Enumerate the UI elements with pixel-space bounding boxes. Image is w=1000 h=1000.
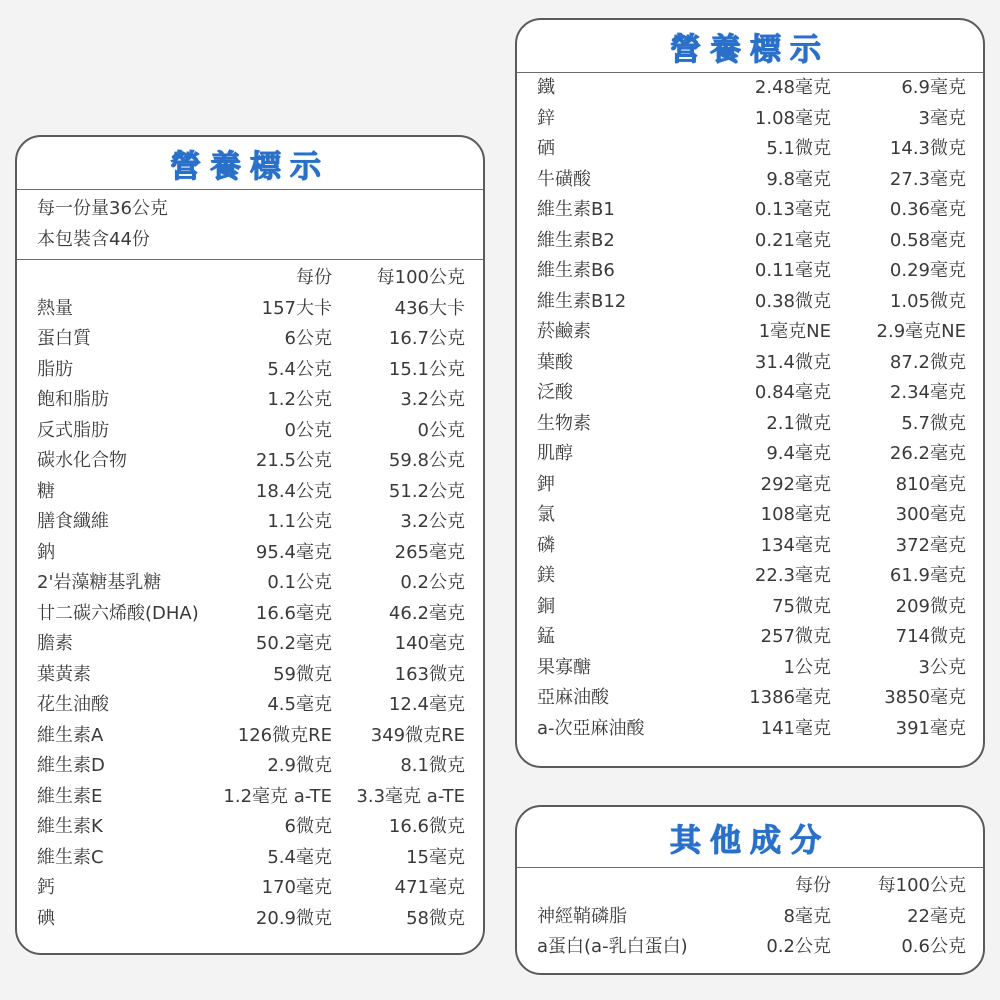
per-serving-value: 21.5公克 xyxy=(255,450,332,471)
nutrient-name: a蛋白(a-乳白蛋白) xyxy=(537,936,688,957)
nutrient-name: 泛酸 xyxy=(537,382,573,403)
per-serving-value: 2.1微克 xyxy=(766,412,831,434)
serving-size-row xyxy=(17,194,483,225)
nutrient-name: 葉黃素 xyxy=(37,663,91,685)
nutrient-name: 糖 xyxy=(37,480,55,502)
per-100g-value: 471毫克 xyxy=(394,877,465,898)
per-serving-value: 257微克 xyxy=(760,626,831,647)
table-row xyxy=(517,287,983,318)
per-serving-value: 134毫克 xyxy=(760,534,831,556)
per-100g-value: 16.6微克 xyxy=(388,816,465,837)
serving-info xyxy=(17,190,483,260)
table-row xyxy=(17,629,483,660)
per-100g-value: 391毫克 xyxy=(895,717,966,739)
per-serving-value: 1公克 xyxy=(783,656,831,678)
per-serving-value: 50.2毫克 xyxy=(255,633,332,654)
per-serving-value: 1.08毫克 xyxy=(754,107,831,129)
per-serving-value: 1.1公克 xyxy=(267,511,332,532)
per-100g-value: 27.3毫克 xyxy=(889,168,966,190)
table-row xyxy=(517,561,983,592)
per-serving-value: 0.84毫克 xyxy=(754,382,831,403)
nutrient-name: 鐵 xyxy=(537,77,555,98)
nutrition-facts-panel-right xyxy=(515,18,985,768)
table-row xyxy=(517,104,983,135)
nutrient-name: 肌醇 xyxy=(537,443,573,464)
nutrient-name: 花生油酸 xyxy=(37,694,109,715)
per-100g-value: 8.1微克 xyxy=(400,755,465,776)
nutrient-name: 飽和脂肪 xyxy=(37,389,109,410)
per-100g-value: 46.2毫克 xyxy=(388,602,465,624)
table-row xyxy=(17,294,483,325)
per-serving-value: 0.38微克 xyxy=(754,290,831,312)
table-row xyxy=(517,134,983,165)
nutrient-name: 硒 xyxy=(537,138,555,159)
per-100g-value: 349微克RE xyxy=(370,724,465,746)
nutrient-name: 維生素B1 xyxy=(537,199,615,220)
panel-title: 營養標示 xyxy=(517,20,983,73)
table-row xyxy=(517,195,983,226)
per-serving-value: 18.4公克 xyxy=(255,480,332,502)
per-100g-value: 0.58毫克 xyxy=(889,229,966,251)
table-row xyxy=(17,873,483,904)
per-serving-value: 0公克 xyxy=(284,419,332,441)
per-100g-value: 58微克 xyxy=(406,907,465,929)
per-serving-value: 2.48毫克 xyxy=(754,77,831,98)
header-per-serving: 每份 xyxy=(795,875,831,896)
table-row xyxy=(17,355,483,386)
per-serving-value: 75微克 xyxy=(772,595,831,617)
table-row xyxy=(17,324,483,355)
table-row xyxy=(17,538,483,569)
nutrient-name: 碳水化合物 xyxy=(37,450,127,471)
per-serving-value: 292毫克 xyxy=(760,473,831,495)
per-serving-value: 0.21毫克 xyxy=(754,229,831,251)
nutrient-name: 維生素C xyxy=(37,846,104,868)
per-serving-value: 2.9微克 xyxy=(267,755,332,776)
nutrient-name: 碘 xyxy=(37,907,55,929)
per-100g-value: 810毫克 xyxy=(895,473,966,495)
table-row xyxy=(517,73,983,104)
header-per-serving: 每份 xyxy=(296,267,332,288)
per-serving-value: 9.4毫克 xyxy=(766,443,831,464)
per-100g-value: 372毫克 xyxy=(895,534,966,556)
nutrient-name: 維生素B12 xyxy=(537,290,627,312)
nutrient-name: 熱量 xyxy=(37,297,73,319)
per-100g-value: 300毫克 xyxy=(895,504,966,525)
per-serving-value: 157大卡 xyxy=(261,297,332,319)
per-serving-value: 5.4毫克 xyxy=(267,846,332,868)
per-serving-value: 20.9微克 xyxy=(255,907,332,929)
nutrient-name: 鈉 xyxy=(37,541,55,563)
per-100g-value: 163微克 xyxy=(394,663,465,685)
per-100g-value: 0.36毫克 xyxy=(889,199,966,220)
per-serving-value: 9.8毫克 xyxy=(766,168,831,190)
table-row xyxy=(17,904,483,935)
panel-title: 營養標示 xyxy=(17,137,483,190)
table-row xyxy=(17,843,483,874)
per-serving-value: 31.4微克 xyxy=(754,351,831,373)
nutrient-name: 神經鞘磷脂 xyxy=(537,905,627,927)
per-100g-value: 1.05微克 xyxy=(889,290,966,312)
per-serving-value: 6公克 xyxy=(284,328,332,349)
per-serving-value: 0.2公克 xyxy=(766,936,831,957)
per-serving-value: 8毫克 xyxy=(783,905,831,927)
per-100g-value: 3公克 xyxy=(918,656,966,678)
nutrient-name: 維生素K xyxy=(37,816,103,837)
per-serving-value: 5.4公克 xyxy=(267,358,332,380)
per-100g-value: 3毫克 xyxy=(918,107,966,129)
table-row xyxy=(17,385,483,416)
table-row xyxy=(517,378,983,409)
per-100g-value: 2.34毫克 xyxy=(889,382,966,403)
per-100g-value: 3.2公克 xyxy=(400,511,465,532)
panel-title: 其他成分 xyxy=(517,807,983,868)
per-100g-value: 3.3毫克 a-TE xyxy=(356,785,465,807)
nutrient-name: 蛋白質 xyxy=(37,328,91,349)
per-100g-value: 0公克 xyxy=(417,419,465,441)
other-ingredients-panel xyxy=(515,805,985,975)
per-100g-value: 3.2公克 xyxy=(400,389,465,410)
per-serving-value: 5.1微克 xyxy=(766,138,831,159)
table-row xyxy=(17,599,483,630)
nutrient-name: 生物素 xyxy=(537,412,591,434)
per-100g-value: 0.6公克 xyxy=(901,936,966,957)
per-100g-value: 14.3微克 xyxy=(889,138,966,159)
table-row xyxy=(17,721,483,752)
per-100g-value: 209微克 xyxy=(895,595,966,617)
table-row xyxy=(17,446,483,477)
nutrient-name: 鈣 xyxy=(37,877,55,898)
serving-size: 每一份量36公克 xyxy=(37,198,168,219)
nutrition-table xyxy=(17,260,483,934)
table-row xyxy=(517,902,983,933)
nutrient-name: 牛磺酸 xyxy=(537,168,591,190)
per-serving-value: 4.5毫克 xyxy=(267,694,332,715)
table-row xyxy=(517,165,983,196)
table-row xyxy=(17,812,483,843)
table-row xyxy=(517,226,983,257)
table-row xyxy=(517,531,983,562)
per-serving-value: 95.4毫克 xyxy=(255,541,332,563)
nutrient-name: 廿二碳六烯酸(DHA) xyxy=(37,602,199,624)
nutrient-name: 亞麻油酸 xyxy=(537,687,609,708)
per-100g-value: 22毫克 xyxy=(907,905,966,927)
nutrient-name: 果寡醣 xyxy=(537,656,591,678)
table-row xyxy=(517,683,983,714)
nutrient-name: 2'岩藻糖基乳糖 xyxy=(37,572,162,593)
per-serving-value: 1.2毫克 a-TE xyxy=(223,785,332,807)
ingredients-table xyxy=(517,868,983,963)
nutrient-name: 維生素A xyxy=(37,724,104,746)
table-row xyxy=(17,507,483,538)
table-row xyxy=(17,782,483,813)
per-100g-value: 59.8公克 xyxy=(388,450,465,471)
per-100g-value: 51.2公克 xyxy=(388,480,465,502)
per-serving-value: 126微克RE xyxy=(237,724,332,746)
per-100g-value: 2.9毫克NE xyxy=(876,321,966,342)
table-row xyxy=(517,653,983,684)
per-100g-value: 140毫克 xyxy=(394,633,465,654)
table-row xyxy=(517,439,983,470)
nutrient-name: 膽素 xyxy=(37,633,73,654)
nutrient-name: 維生素E xyxy=(37,785,103,807)
per-100g-value: 26.2毫克 xyxy=(889,443,966,464)
table-header-row xyxy=(17,263,483,294)
table-row xyxy=(17,690,483,721)
nutrient-name: 銅 xyxy=(537,595,555,617)
table-row xyxy=(517,622,983,653)
per-serving-value: 141毫克 xyxy=(760,717,831,739)
per-serving-value: 170毫克 xyxy=(261,877,332,898)
table-row xyxy=(517,592,983,623)
nutrition-table xyxy=(517,73,983,744)
nutrient-name: 菸鹼素 xyxy=(537,321,591,342)
nutrient-name: 脂肪 xyxy=(37,358,73,380)
per-serving-value: 22.3毫克 xyxy=(754,565,831,586)
per-serving-value: 108毫克 xyxy=(760,504,831,525)
servings-per-package-row xyxy=(17,225,483,256)
per-serving-value: 1386毫克 xyxy=(749,687,831,708)
per-100g-value: 12.4毫克 xyxy=(388,694,465,715)
table-row xyxy=(517,348,983,379)
nutrient-name: 維生素B2 xyxy=(537,229,615,251)
per-100g-value: 61.9毫克 xyxy=(889,565,966,586)
per-serving-value: 59微克 xyxy=(273,663,332,685)
table-row xyxy=(17,568,483,599)
servings-per-package: 本包裝含44份 xyxy=(37,228,150,250)
header-per-100g: 每100公克 xyxy=(376,267,465,288)
per-100g-value: 3850毫克 xyxy=(884,687,966,708)
per-100g-value: 0.2公克 xyxy=(400,572,465,593)
table-row xyxy=(517,932,983,963)
per-100g-value: 15毫克 xyxy=(406,846,465,868)
nutrient-name: 維生素B6 xyxy=(537,260,615,281)
table-row xyxy=(517,470,983,501)
per-serving-value: 1毫克NE xyxy=(758,321,831,342)
table-header-row xyxy=(517,871,983,902)
per-serving-value: 1.2公克 xyxy=(267,389,332,410)
nutrient-name: 氯 xyxy=(537,504,555,525)
nutrient-name: 葉酸 xyxy=(537,351,573,373)
nutrient-name: 鉀 xyxy=(537,473,555,495)
nutrient-name: 膳食纖維 xyxy=(37,511,109,532)
table-row xyxy=(17,660,483,691)
per-serving-value: 16.6毫克 xyxy=(255,602,332,624)
per-serving-value: 0.11毫克 xyxy=(754,260,831,281)
header-per-100g: 每100公克 xyxy=(877,875,966,896)
per-100g-value: 265毫克 xyxy=(394,541,465,563)
table-row xyxy=(517,714,983,745)
per-100g-value: 714微克 xyxy=(895,626,966,647)
per-serving-value: 0.1公克 xyxy=(267,572,332,593)
nutrient-name: 鋅 xyxy=(537,107,555,129)
nutrition-facts-panel-left xyxy=(15,135,485,955)
nutrient-name: a-次亞麻油酸 xyxy=(537,717,645,739)
table-row xyxy=(17,416,483,447)
per-100g-value: 436大卡 xyxy=(394,297,465,319)
nutrient-name: 反式脂肪 xyxy=(37,419,109,441)
nutrient-name: 鎂 xyxy=(537,565,555,586)
per-serving-value: 0.13毫克 xyxy=(754,199,831,220)
nutrient-name: 錳 xyxy=(537,626,555,647)
nutrient-name: 維生素D xyxy=(37,755,105,776)
table-row xyxy=(17,477,483,508)
per-100g-value: 0.29毫克 xyxy=(889,260,966,281)
table-row xyxy=(517,317,983,348)
per-100g-value: 16.7公克 xyxy=(388,328,465,349)
table-row xyxy=(17,751,483,782)
per-100g-value: 15.1公克 xyxy=(388,358,465,380)
per-100g-value: 87.2微克 xyxy=(889,351,966,373)
per-serving-value: 6微克 xyxy=(284,816,332,837)
per-100g-value: 6.9毫克 xyxy=(901,77,966,98)
nutrient-name: 磷 xyxy=(537,534,555,556)
table-row xyxy=(517,409,983,440)
table-row xyxy=(517,500,983,531)
per-100g-value: 5.7微克 xyxy=(901,412,966,434)
table-row xyxy=(517,256,983,287)
